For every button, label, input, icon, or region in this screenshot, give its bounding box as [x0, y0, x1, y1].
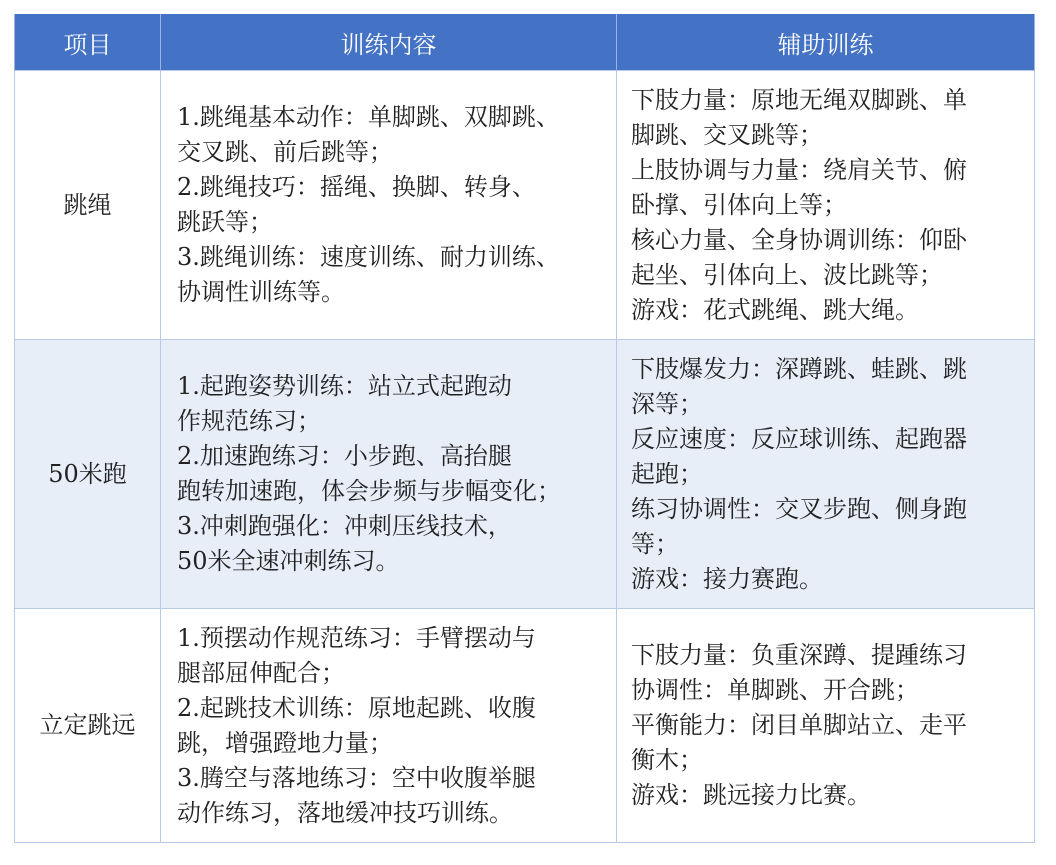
assist-line: 起坐、引体向上、波比跳等；	[631, 260, 943, 289]
content-line: 3.冲刺跑强化：冲刺压线技术，	[177, 512, 512, 540]
content-cell	[161, 71, 617, 340]
content-line: 腿部屈伸配合；	[177, 658, 345, 687]
assist-line: 核心力量、全身协调训练：仰卧	[631, 225, 967, 254]
assist-line: 下肢力量：原地无绳双脚跳、单	[631, 85, 967, 114]
assist-line: 练习协调性：交叉步跑、侧身跑	[631, 494, 967, 523]
assist-line: 脚跳、交叉跳等；	[631, 120, 823, 149]
content-line: 3.跳绳训练：速度训练、耐力训练、	[177, 243, 560, 271]
item-cell	[15, 609, 161, 843]
content-line: 作规范练习；	[177, 407, 321, 435]
item-cell	[15, 340, 161, 609]
table-row	[15, 340, 1035, 609]
header-row	[15, 14, 1035, 71]
assist-line: 上肢协调与力量：绕肩关节、俯	[631, 155, 967, 184]
assist-line: 衡木；	[631, 746, 703, 774]
table-row	[15, 71, 1035, 340]
item-cell	[15, 71, 161, 340]
content-cell	[161, 340, 617, 609]
item-label: 跳绳	[63, 190, 112, 219]
content-line: 跳跃等；	[177, 208, 273, 236]
item-label: 立定跳远	[39, 711, 136, 739]
assist-line: 游戏：接力赛跑。	[631, 564, 823, 593]
header-item: 项目	[15, 14, 161, 71]
assist-line: 下肢爆发力：深蹲跳、蛙跳、跳	[631, 354, 967, 383]
training-table-container	[14, 14, 1034, 843]
content-line: 50米全速冲刺练习。	[177, 547, 400, 575]
assist-line: 游戏：花式跳绳、跳大绳。	[631, 295, 919, 324]
assist-line: 卧撑、引体向上等；	[631, 190, 847, 219]
assist-line: 深等；	[631, 389, 703, 418]
training-table	[14, 14, 1035, 843]
content-cell	[161, 609, 617, 843]
header-content: 训练内容	[161, 14, 617, 71]
table-body	[15, 71, 1035, 843]
content-line: 1.跳绳基本动作：单脚跳、双脚跳、	[177, 103, 560, 131]
content-line: 2.跳绳技巧：摇绳、换脚、转身、	[177, 173, 536, 201]
assist-line: 平衡能力：闭目单脚站立、走平	[631, 711, 967, 739]
item-label: 50米跑	[48, 459, 127, 488]
assist-line: 下肢力量：负重深蹲、提踵练习	[631, 641, 967, 669]
assist-line: 等；	[631, 529, 679, 558]
table-header	[15, 14, 1035, 71]
assist-line: 协调性：单脚跳、开合跳；	[631, 676, 919, 704]
content-line: 动作练习，落地缓冲技巧训练。	[177, 798, 513, 827]
content-line: 交叉跳、前后跳等；	[177, 138, 393, 166]
content-line: 3.腾空与落地练习：空中收腹举腿	[177, 763, 536, 792]
header-assist: 辅助训练	[617, 14, 1035, 71]
assist-line: 反应速度：反应球训练、起跑器	[631, 424, 967, 453]
content-line: 1.预摆动作规范练习：手臂摆动与	[177, 623, 536, 652]
assist-cell	[617, 340, 1035, 609]
content-line: 1.起跑姿势训练：站立式起跑动	[177, 372, 512, 400]
content-line: 跳，增强蹬地力量；	[177, 728, 393, 757]
assist-line: 起跑；	[631, 459, 703, 488]
content-line: 2.起跳技术训练：原地起跳、收腹	[177, 693, 536, 722]
assist-cell	[617, 71, 1035, 340]
content-line: 协调性训练等。	[177, 278, 345, 306]
content-line: 跑转加速跑，体会步频与步幅变化；	[177, 477, 561, 505]
assist-cell	[617, 609, 1035, 843]
content-line: 2.加速跑练习：小步跑、高抬腿	[177, 442, 512, 470]
assist-line: 游戏：跳远接力比赛。	[631, 781, 871, 809]
table-row	[15, 609, 1035, 843]
